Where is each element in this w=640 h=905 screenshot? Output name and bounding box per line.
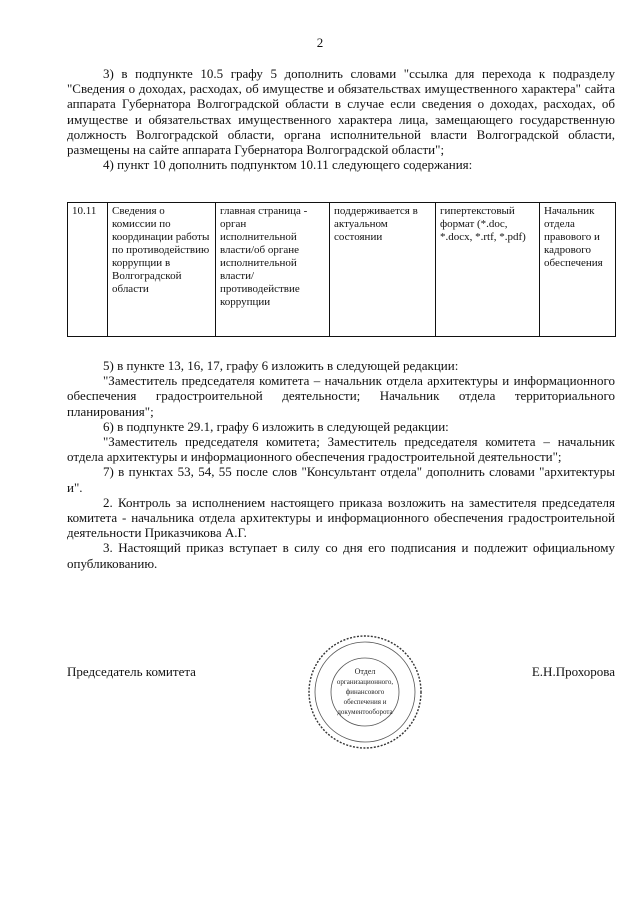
seal-line-5: документооборота (337, 708, 393, 716)
table-row (68, 203, 616, 337)
seal-line-3: финансового (345, 688, 385, 696)
subitem-table (67, 202, 616, 337)
cell-responsible: Начальник отдела правового и кадрового обеспечения (540, 203, 616, 337)
cell-number: 10.11 (68, 203, 108, 337)
paragraph-7: 7) в пунктах 53, 54, 55 после слов "Консультант отдела" дополнить словами "архитектуры и". (67, 464, 615, 495)
paragraph-4: 4) пункт 10 дополнить подпунктом 10.11 следующего содержания: (103, 157, 473, 173)
seal-line-2: организационного, (336, 678, 394, 686)
paragraph-6: 6) в подпункте 29.1, графу 6 изложить в следующей редакции: (103, 418, 449, 434)
cell-name: Сведения о комиссии по координации работы по противодействию коррупции в Волгоградской области (108, 203, 216, 337)
seal-line-4: обеспечения и (343, 698, 387, 706)
cell-location: главная страница - орган исполнительной власти/об органе исполнительной власти/ противодействие коррупции (216, 203, 330, 337)
table-block (67, 202, 615, 337)
paragraph-6-quote: "Заместитель председателя комитета; Заместитель председателя комитета – начальник отдела архитектуры и информационного обеспечения градостроительной деятельности"; (67, 434, 615, 465)
section-2: 2. Контроль за исполнением настоящего приказа возложить на заместителя председателя комитета - начальника отдела архитектуры и информационного обеспечения градостроительной деятельности Приказчикова А.Г. (67, 494, 615, 541)
seal-line-1: Отдел (354, 667, 376, 676)
paragraph-5: 5) в пункте 13, 16, 17, графу 6 изложить в следующей редакции: (103, 358, 459, 373)
paragraph-3: 3) в подпункте 10.5 графу 5 дополнить словами "ссылка для перехода к подразделу "Сведения о доходах, расходах, об имуществе и обязательствах имущественного характера" сайта аппарата Губернатора Волгоградской области в случае если сведения о доходах, расходах, об имуществе и обязательствах имущественного характера лица, замещающего государственную должность Волгоградской области, органа исполнительной власти Волгоградской области, размещены на сайте аппарата Губернатора Волгоградской области"; (67, 66, 615, 158)
official-seal-icon (305, 632, 425, 752)
cell-format: гипертекстовый формат (*.doc, *.docx, *.rtf, *.pdf) (436, 203, 540, 337)
section-3: 3. Настоящий приказ вступает в силу со дня его подписания и подлежит официальному опубликованию. (67, 540, 615, 571)
signature-name: Е.Н.Прохорова (531, 664, 615, 679)
amendments-block-1 (67, 66, 615, 172)
amendments-block-2 (67, 358, 615, 571)
paragraph-5-quote: "Заместитель председателя комитета – начальник отдела архитектуры и информационного обеспечения градостроительной деятельности; Начальник отдела территориального планирования"; (67, 373, 615, 419)
signature-position: Председатель комитета (67, 664, 196, 679)
cell-frequency: поддерживается в актуальном состоянии (330, 203, 436, 337)
page-number: 2 (316, 35, 324, 50)
